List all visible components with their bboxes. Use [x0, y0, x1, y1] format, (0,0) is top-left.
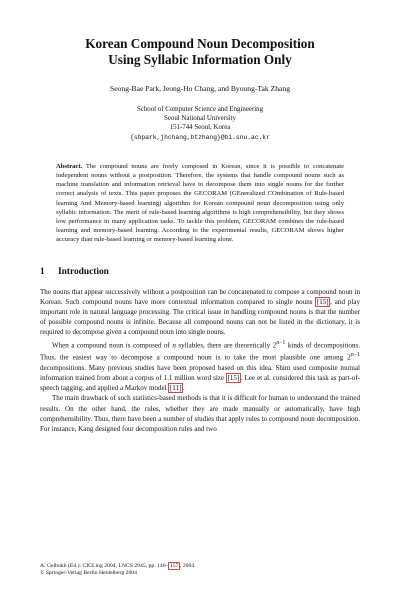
citation-link[interactable]: [15]	[316, 297, 329, 306]
abstract-label: Abstract.	[56, 162, 83, 170]
intro-paragraph-1	[40, 287, 360, 338]
affiliation-school: School of Computer Science and Engineering	[136, 106, 264, 113]
paper-title	[40, 36, 360, 68]
page-range-link[interactable]: 157	[169, 562, 179, 569]
section-title: Introduction	[58, 266, 109, 277]
math-exponent: n−1	[350, 352, 360, 359]
para1-text-a: The nouns that appear successively without a postposition can be concatenated to compose a compound noun in Korean. Such compound nouns have more contextual information compared to single nouns	[40, 287, 360, 306]
footer-copyright: © Springer-Verlag Berlin Heidelberg 2004	[40, 570, 137, 577]
citation-link[interactable]: [11]	[169, 384, 182, 393]
para2-text-f: .	[182, 384, 185, 393]
intro-paragraph-3: The main drawback of such statistics-based methods is that it is difficult for human to understand the trained results. On the other hand, the rules, whether they are made manually or automatically, have high comprehensibility. Thus, there have been a number of studies that apply rules to compound noun decomposition. For instance, Kang designed four decomposition rules and two	[40, 394, 360, 433]
page-footer	[40, 563, 196, 578]
footer-text-a: A. Gelbukh (Ed.): CICLing 2004, LNCS 2945, pp. 146–	[40, 562, 169, 569]
para2-text-b: syllables, there are theoretically 2	[175, 341, 277, 349]
author-list: Seong-Bae Park, Jeong-Ho Chang, and Byoung-Tak Zhang	[110, 84, 290, 93]
affiliation-block	[40, 105, 360, 142]
math-exponent: n−1	[276, 339, 286, 346]
title-line-2: Using Syllabic Information Only	[108, 52, 292, 67]
math-variable-n: n	[172, 341, 176, 349]
affiliation-university: Seoul National University	[164, 115, 236, 123]
para2-text-d: decompositions. Many previous studies have been proposed based on this idea. Shim used composite mutual information trained from about a corpus of 1.1 million word size	[40, 363, 360, 382]
para2-text-c: kinds of decompositions. Thus, the easiest way to decompose a compound noun is to take the most plausible one among 2	[40, 341, 360, 362]
section-number: 1	[40, 266, 45, 277]
citation-link[interactable]: [15]	[227, 373, 240, 382]
affiliation-address: 151-744 Seoul, Korea	[169, 124, 231, 132]
intro-paragraph-2	[40, 338, 360, 394]
para2-text-e: . Lee et al. considered this task as part-of-speech tagging, and applied a Markov model	[40, 373, 360, 393]
section-heading-introduction	[40, 267, 360, 277]
para1-text-b: , and play important role in natural language processing. The critical issue in handling compound nouns is that the number of possible compound nouns is infinite. Because all compound nouns can not be listed in the dictionary, it is required to decompose given a compound noun into single nouns.	[40, 297, 361, 337]
author-emails: {sbpark,jhchang,btzhang}@bi.snu.ac.kr	[130, 133, 270, 141]
para2-text-a: When a compound noun is composed of	[52, 341, 173, 349]
abstract-text: The compound nouns are freely composed in Korean, since it is possible to concatenate independent nouns without a postposition. Therefore, the systems that handle compound nouns such as machine translation and information retrieval have to decompose them into single nouns for the further correct analysis of texts. This paper proposes the GECORAM (GEneralized COmbination of Rule-based learning And Memory-based learning) algorithm for Korean compound noun decomposition using only syllabic information. The merit of rule-based learning algorithms is high comprehensibility, but they shows low performance in many application tasks. To tackle this problem, GECORAM combines the rule-based learning and memory-based learning. According to the experimental results, GECORAM shows higher accuracy than rule-based learning or memory-based learning alone.	[56, 162, 345, 244]
footer-text-b: , 2004.	[179, 562, 196, 569]
abstract	[56, 162, 344, 245]
title-line-1: Korean Compound Noun Decomposition	[85, 36, 315, 51]
